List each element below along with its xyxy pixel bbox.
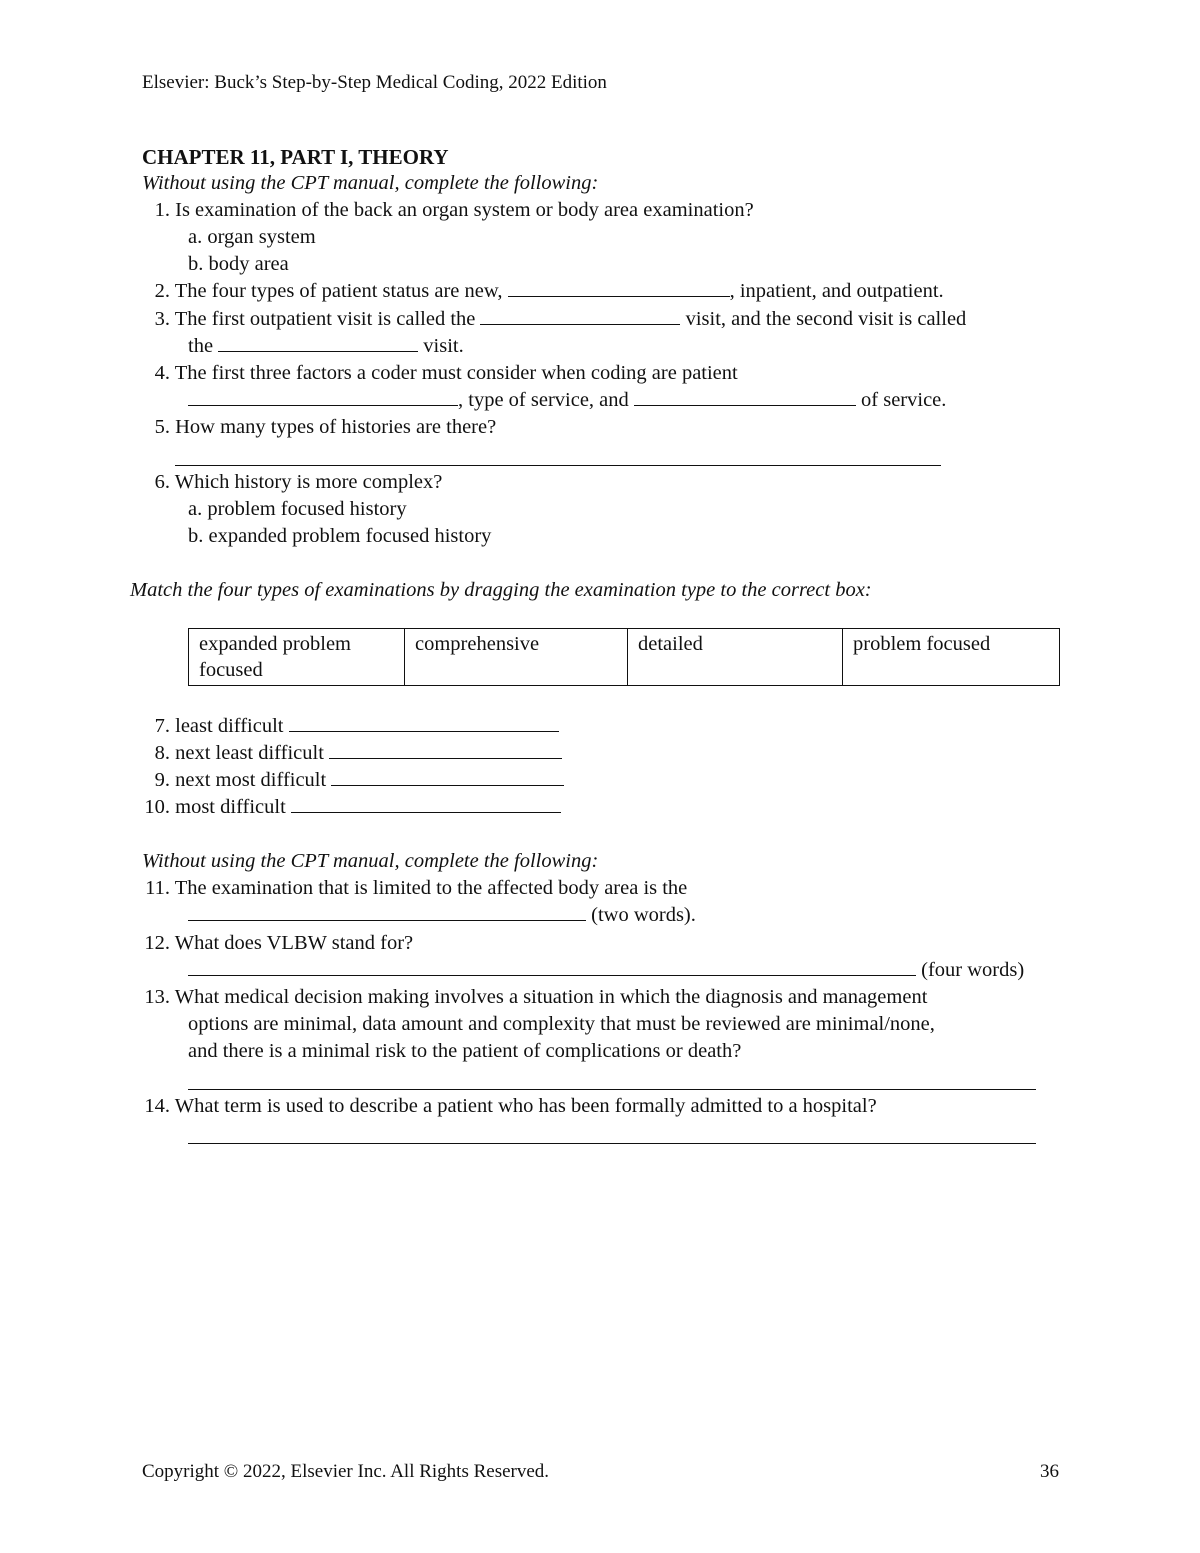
running-header: Elsevier: Buck’s Step-by-Step Medical Coding, 2022 Edition [142,72,607,93]
question-text: Is examination of the back an organ system or body area examination? [175,199,754,221]
question-8 [140,740,562,766]
question-10 [140,794,561,820]
question-13 [140,984,927,1010]
question-number: 5. [154,416,170,438]
question-number: 14. [144,1095,170,1117]
question-5 [150,414,496,440]
copyright-footer: Copyright © 2022, Elsevier Inc. All Rights Reserved. [142,1461,550,1482]
question-4 [150,360,738,386]
instruction-1: Without using the CPT manual, complete the following: [142,172,599,194]
question-12-line-2 [188,957,1024,983]
answer-line-q5[interactable] [175,465,941,466]
question-text: the [188,335,214,357]
q6-option-a[interactable]: a. problem focused history [188,498,407,520]
answer-blank[interactable] [508,278,730,297]
question-number: 4. [154,362,170,384]
question-number: 10. [144,796,170,818]
question-3-line-2 [188,333,464,359]
answer-blank[interactable] [634,387,856,406]
question-text: least difficult [175,715,284,737]
question-text: The four types of patient status are new, [174,280,503,302]
instruction-2: Without using the CPT manual, complete the following: [142,850,599,872]
answer-blank[interactable] [480,306,680,325]
question-7 [140,713,559,739]
q1-option-a[interactable]: a. organ system [188,226,316,248]
answer-blank[interactable] [188,957,916,976]
question-number: 9. [154,769,170,791]
question-number: 1. [154,199,170,221]
drop-target[interactable] [289,713,559,732]
option-detailed[interactable]: detailed [628,629,843,686]
question-number: 13. [144,986,170,1008]
drop-target[interactable] [291,794,561,813]
question-text: next most difficult [175,769,327,791]
question-text: , type of service, and [458,389,629,411]
instruction-match: Match the four types of examinations by dragging the examination type to the correct box: [130,579,872,601]
question-text: How many types of histories are there? [175,416,497,438]
question-text: of service. [861,389,947,411]
question-text: visit, and the second visit is called [685,308,967,330]
question-6 [150,469,442,495]
question-text: , inpatient, and outpatient. [729,280,944,302]
drop-target[interactable] [329,740,562,759]
question-text: What term is used to describe a patient who has been formally admitted to a hospital? [174,1095,877,1117]
question-number: 6. [154,471,170,493]
answer-line-q14[interactable] [188,1143,1036,1144]
question-number: 8. [154,742,170,764]
question-text: What medical decision making involves a situation in which the diagnosis and management [174,986,928,1008]
question-number: 2. [154,280,170,302]
answer-line-q13[interactable] [188,1089,1036,1090]
question-13-line-2: options are minimal, data amount and complexity that must be reviewed are minimal/none, [188,1013,935,1035]
question-number: 7. [154,715,170,737]
examination-type-options [188,628,1060,686]
question-text: The first three factors a coder must consider when coding are patient [174,362,738,384]
question-4-line-2 [188,387,946,413]
question-text: most difficult [175,796,286,818]
question-text: visit. [423,335,464,357]
question-text: What does VLBW stand for? [174,932,414,954]
question-text: (two words). [591,904,696,926]
question-number: 11. [145,877,170,899]
drop-target[interactable] [331,767,564,786]
question-3 [150,306,966,332]
question-text: The first outpatient visit is called the [174,308,476,330]
question-9 [140,767,564,793]
question-14 [140,1093,877,1119]
q6-option-b[interactable]: b. expanded problem focused history [188,525,492,547]
question-12 [140,930,413,956]
question-number: 3. [154,308,170,330]
answer-blank[interactable] [188,387,458,406]
question-text: Which history is more complex? [174,471,443,493]
question-text: (four words) [921,959,1025,981]
question-2 [150,278,944,304]
page-number: 36 [1040,1461,1059,1482]
chapter-title: CHAPTER 11, PART I, THEORY [142,145,449,169]
q1-option-b[interactable]: b. body area [188,253,289,275]
question-text: next least difficult [175,742,324,764]
question-11-line-2 [188,902,696,928]
question-1 [150,197,754,223]
answer-blank[interactable] [188,902,586,921]
question-13-line-3: and there is a minimal risk to the patient of complications or death? [188,1040,742,1062]
option-problem-focused[interactable]: problem focused [843,629,1060,686]
answer-blank[interactable] [218,333,418,352]
question-11 [140,875,687,901]
option-comprehensive[interactable]: comprehensive [405,629,628,686]
question-number: 12. [144,932,170,954]
option-expanded-problem-focused[interactable]: expanded problem focused [189,629,405,686]
question-text: The examination that is limited to the affected body area is the [174,877,688,899]
